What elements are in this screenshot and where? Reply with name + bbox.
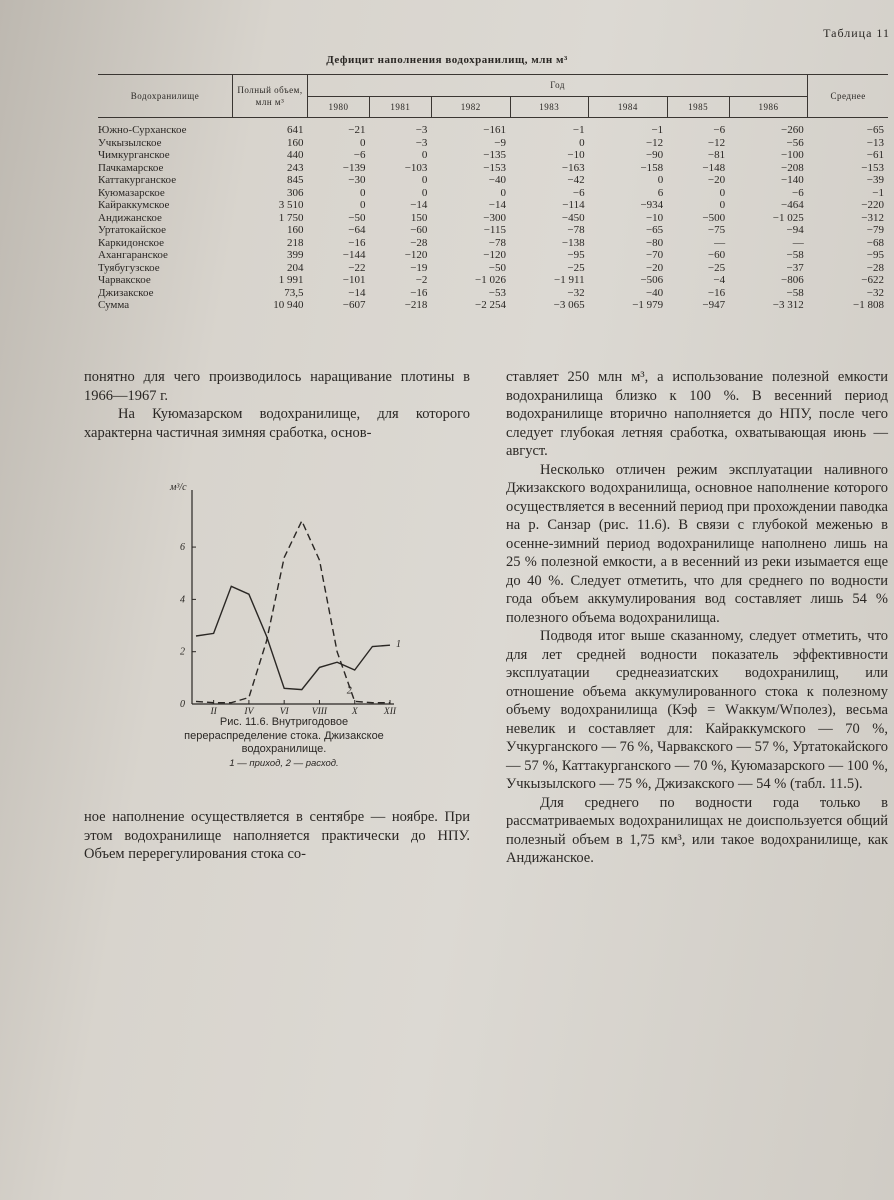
x-tick-label: IV bbox=[244, 707, 254, 714]
cell-volume: 204 bbox=[287, 261, 304, 274]
cell-value: −50 bbox=[488, 261, 506, 274]
table-row bbox=[98, 299, 888, 312]
cell-volume: 243 bbox=[287, 161, 304, 174]
cell-value: −37 bbox=[786, 261, 804, 274]
right-paragraph-1: ставляет 250 млн м³, а использование полезной емкости водохранилища близко к 100 %. В весенний период водохранилище вторично наполняется до НПУ, после чего следует глубокая летняя сработка, охватывающая июнь — август. bbox=[506, 369, 888, 459]
cell-value: 150 bbox=[410, 211, 428, 224]
cell-value: −1 025 bbox=[772, 211, 804, 224]
cell-value: −10 bbox=[645, 211, 664, 224]
cell-value: −3 bbox=[415, 124, 428, 136]
cell-name: Джизакское bbox=[98, 286, 154, 299]
cell-value: −75 bbox=[707, 224, 726, 236]
cell-value: −6 bbox=[353, 149, 366, 161]
cell-value: −139 bbox=[342, 161, 366, 174]
cell-value: −78 bbox=[567, 224, 585, 236]
cell-name: Пачкамарское bbox=[98, 161, 164, 174]
right-column bbox=[506, 368, 888, 868]
cell-mean: −622 bbox=[861, 274, 884, 286]
cell-value: −20 bbox=[645, 261, 664, 274]
table-row bbox=[98, 137, 888, 150]
cell-value: −58 bbox=[786, 249, 804, 261]
cell-volume: 160 bbox=[287, 136, 304, 149]
cell-value: −56 bbox=[786, 136, 804, 149]
cell-mean: −312 bbox=[861, 211, 884, 224]
cell-mean: −65 bbox=[866, 124, 884, 136]
cell-name: Чарвакское bbox=[98, 274, 151, 286]
cell-value: −58 bbox=[786, 286, 804, 299]
cell-value: −3 bbox=[415, 136, 428, 149]
table-row bbox=[98, 287, 888, 300]
cell-volume: 1 750 bbox=[278, 211, 304, 224]
cell-value: −22 bbox=[348, 261, 366, 274]
cell-value: −32 bbox=[567, 286, 585, 299]
cell-value: −144 bbox=[342, 249, 366, 261]
cell-value: 6 bbox=[657, 186, 664, 199]
cell-value: −138 bbox=[561, 236, 585, 249]
cell-volume: 1 991 bbox=[278, 274, 304, 286]
cell-value: 0 bbox=[359, 136, 366, 149]
cell-mean: −1 bbox=[872, 186, 884, 199]
cell-value: −70 bbox=[645, 249, 664, 261]
cell-value: 0 bbox=[657, 174, 664, 186]
y-tick-label: 0 bbox=[180, 699, 185, 710]
cell-mean: −61 bbox=[866, 149, 884, 161]
cell-value: −16 bbox=[410, 286, 428, 299]
cell-name: Андижанское bbox=[98, 211, 162, 224]
cell-value: −30 bbox=[348, 174, 366, 186]
cell-value: −4 bbox=[713, 274, 726, 286]
table-row bbox=[98, 118, 888, 137]
table-row bbox=[98, 249, 888, 262]
right-paragraph-4: Для среднего по водности года только в рассматриваемых водохранилищах не доиспользуется общий полезный объем в 1,75 км³, или такое водохранилище, как Андижанское. bbox=[506, 794, 888, 866]
cell-value: 0 bbox=[421, 149, 428, 161]
cell-volume: 641 bbox=[287, 124, 304, 136]
right-paragraph-3: Подводя итог выше сказанному, следует отметить, что для лет средней водности показатель эффективности эксплуатации среднеазиатских водохранилищ, или отношение объема аккумулированного стока к полезному объему водохранилища (Кэф = Wаккум/Wполез), весьма невелик и составляет для: Кайраккумского — 70 %, Учкурганского — 76 %, Чарвакского — 57 %, Уртатокайского — 57 %, Каттакурганского — 70 %, Куюмазарского — 100 %, Учкызылского — 75 %, Джизакского — 54 % (табл. 11.5). bbox=[506, 628, 888, 792]
cell-mean: −95 bbox=[866, 249, 884, 261]
cell-name: Учкызылское bbox=[98, 136, 162, 149]
cell-value: −14 bbox=[410, 199, 428, 211]
cell-name: Уртатокайское bbox=[98, 224, 167, 236]
cell-value: −500 bbox=[702, 211, 726, 224]
cell-mean: −79 bbox=[866, 224, 884, 236]
cell-value: −1 bbox=[572, 124, 585, 136]
right-paragraph-2: Несколько отличен режим эксплуатации наливного Джизакского водохранилища, основное наполнение которого осуществляется в весенний период при прохождении паводка на р. Санзар (рис. 11.6). В связи с глубокой меженью в осенне-зимний период водохранилище наполнено лишь на 25 % полезной емкости, а в весенний из реки изымается еще до 40 %. Следует отметить, что для среднего по водности года объем аккумулирования вод составляет лишь 54 % полезного объема водохранилища. bbox=[506, 461, 888, 626]
cell-name: Ахангаранское bbox=[98, 249, 168, 261]
y-tick-label: 2 bbox=[180, 646, 185, 658]
cell-value: 0 bbox=[359, 186, 366, 199]
cell-value: −506 bbox=[640, 274, 664, 286]
cell-value: −158 bbox=[640, 161, 664, 174]
header-year-1981: 1981 bbox=[369, 96, 431, 118]
cell-name: Чимкурганское bbox=[98, 149, 170, 161]
cell-volume: 306 bbox=[287, 186, 304, 199]
cell-value: −1 026 bbox=[475, 274, 506, 286]
cell-value: −208 bbox=[781, 161, 804, 174]
cell-name: Сумма bbox=[98, 299, 130, 311]
cell-value: 0 bbox=[421, 174, 428, 186]
cell-value: −120 bbox=[404, 249, 428, 261]
cell-value: −25 bbox=[567, 261, 585, 274]
header-reservoir: Водохранилище bbox=[98, 75, 233, 118]
cell-value: −100 bbox=[781, 149, 804, 161]
figure-caption-block bbox=[168, 716, 400, 770]
header-mean: Среднее bbox=[808, 75, 888, 118]
cell-value: −53 bbox=[488, 286, 506, 299]
left-column-top bbox=[84, 368, 470, 442]
cell-value: −218 bbox=[404, 299, 428, 311]
cell-value: −3 312 bbox=[772, 299, 804, 311]
x-tick-label: VI bbox=[279, 707, 289, 714]
table-title: Дефицит наполнения водохранилищ, млн м³ bbox=[326, 54, 568, 66]
cell-value: −114 bbox=[562, 199, 585, 211]
x-tick-label: XII bbox=[383, 707, 397, 714]
deficit-table bbox=[98, 74, 888, 312]
curve-label-2: 2 bbox=[346, 685, 352, 697]
cell-value: 0 bbox=[359, 199, 366, 211]
header-year-1983: 1983 bbox=[510, 96, 589, 118]
cell-value: −607 bbox=[342, 299, 366, 311]
cell-volume: 845 bbox=[287, 174, 304, 186]
cell-name: Туябугузское bbox=[98, 261, 160, 274]
cell-value: −81 bbox=[707, 149, 726, 161]
cell-mean: −39 bbox=[866, 174, 884, 186]
series-line-1 bbox=[196, 586, 390, 689]
x-tick-label: X bbox=[351, 707, 358, 714]
cell-volume: 3 510 bbox=[278, 199, 304, 211]
cell-value: −9 bbox=[494, 136, 506, 149]
curve-label-1: 1 bbox=[396, 639, 401, 651]
left-column-bottom bbox=[84, 808, 470, 864]
table-row bbox=[98, 199, 888, 212]
cell-value: −40 bbox=[488, 174, 506, 186]
cell-value: −80 bbox=[645, 236, 664, 249]
cell-volume: 160 bbox=[287, 224, 304, 236]
table-row bbox=[98, 174, 888, 187]
cell-value: −16 bbox=[348, 236, 366, 249]
cell-value: −12 bbox=[645, 136, 664, 149]
runoff-chart bbox=[168, 478, 408, 714]
table-row bbox=[98, 149, 888, 162]
cell-mean: −153 bbox=[861, 161, 884, 174]
cell-value: −65 bbox=[645, 224, 664, 236]
header-year: Год bbox=[308, 75, 808, 97]
cell-value: −20 bbox=[707, 174, 726, 186]
header-year-1982: 1982 bbox=[431, 96, 510, 118]
cell-mean: −68 bbox=[866, 236, 884, 249]
cell-value: −6 bbox=[792, 186, 804, 199]
left-paragraph-3: ное наполнение осуществляется в сентябре — ноябре. При этом водохранилище наполняется практически до НПУ. Объем перерегулирования стока со- bbox=[84, 809, 470, 862]
cell-value: −19 bbox=[410, 261, 428, 274]
cell-value: −21 bbox=[348, 124, 366, 136]
cell-value: −260 bbox=[781, 124, 804, 136]
cell-value: 0 bbox=[579, 136, 585, 149]
cell-value: −60 bbox=[410, 224, 428, 236]
cell-mean: −28 bbox=[866, 261, 884, 274]
cell-volume: 440 bbox=[287, 149, 304, 161]
cell-value: −1 979 bbox=[632, 299, 664, 311]
cell-value: −161 bbox=[483, 124, 506, 136]
cell-value: −2 bbox=[415, 274, 428, 286]
table-body bbox=[98, 118, 888, 312]
cell-value: −40 bbox=[645, 286, 664, 299]
cell-value: −3 065 bbox=[553, 299, 585, 311]
cell-mean: −13 bbox=[866, 136, 884, 149]
header-volume: Полный объем, млн м³ bbox=[233, 75, 308, 118]
cell-value: — bbox=[714, 236, 726, 249]
header-year-1980: 1980 bbox=[308, 96, 370, 118]
cell-value: −64 bbox=[348, 224, 366, 236]
cell-value: −14 bbox=[488, 199, 506, 211]
table-row bbox=[98, 224, 888, 237]
cell-volume: 218 bbox=[287, 236, 304, 249]
cell-value: −101 bbox=[342, 274, 366, 286]
cell-value: −25 bbox=[707, 261, 726, 274]
x-tick-label: VIII bbox=[311, 707, 328, 714]
x-tick-label: II bbox=[210, 707, 217, 714]
table-row bbox=[98, 274, 888, 287]
cell-volume: 73,5 bbox=[284, 286, 304, 299]
cell-value: −50 bbox=[348, 211, 366, 224]
cell-value: −28 bbox=[410, 236, 428, 249]
cell-volume: 399 bbox=[287, 249, 304, 261]
cell-value: −1 bbox=[651, 124, 664, 136]
cell-mean: −220 bbox=[861, 199, 884, 211]
figure-legend: 1 — приход, 2 — расход. bbox=[229, 757, 339, 769]
cell-value: −1 911 bbox=[554, 274, 585, 286]
cell-value: −42 bbox=[567, 174, 585, 186]
header-year-1986: 1986 bbox=[729, 96, 808, 118]
cell-value: −140 bbox=[781, 174, 804, 186]
cell-value: −10 bbox=[567, 149, 585, 161]
cell-name: Южно-Сурханское bbox=[98, 124, 187, 136]
left-paragraph-2: На Куюмазарском водохранилище, для которого характерна частичная зимняя сработка, основ- bbox=[84, 406, 470, 441]
cell-value: −60 bbox=[707, 249, 726, 261]
series-line-2 bbox=[196, 521, 390, 703]
table-row bbox=[98, 262, 888, 275]
table-number: Таблица 11 bbox=[823, 26, 890, 40]
cell-value: 0 bbox=[421, 186, 428, 199]
cell-value: −300 bbox=[483, 211, 506, 224]
cell-name: Каркидонское bbox=[98, 236, 164, 249]
table-row bbox=[98, 237, 888, 250]
cell-value: −103 bbox=[404, 161, 428, 174]
cell-value: −450 bbox=[561, 211, 585, 224]
cell-value: −16 bbox=[707, 286, 726, 299]
cell-value: −464 bbox=[781, 199, 804, 211]
cell-value: −934 bbox=[640, 199, 664, 211]
cell-value: −12 bbox=[707, 136, 726, 149]
cell-value: −153 bbox=[483, 161, 506, 174]
cell-value: — bbox=[792, 236, 804, 249]
cell-mean: −1 808 bbox=[853, 299, 884, 311]
cell-mean: −32 bbox=[866, 286, 884, 299]
cell-value: −6 bbox=[713, 124, 726, 136]
table-row bbox=[98, 187, 888, 200]
cell-value: 0 bbox=[719, 199, 726, 211]
table-row bbox=[98, 162, 888, 175]
cell-name: Кайраккумское bbox=[98, 199, 170, 211]
cell-value: 0 bbox=[719, 186, 726, 199]
header-year-1984: 1984 bbox=[589, 96, 668, 118]
cell-name: Куюмазарское bbox=[98, 186, 165, 199]
cell-value: −94 bbox=[786, 224, 804, 236]
cell-value: −148 bbox=[702, 161, 726, 174]
cell-value: −115 bbox=[483, 224, 506, 236]
y-tick-label: 4 bbox=[180, 594, 185, 606]
cell-value: −2 254 bbox=[475, 299, 506, 311]
table-row bbox=[98, 212, 888, 225]
cell-volume: 10 940 bbox=[273, 299, 304, 311]
left-paragraph-1: понятно для чего производилось наращивание плотины в 1966—1967 г. bbox=[84, 369, 470, 404]
cell-value: −95 bbox=[567, 249, 585, 261]
cell-value: −78 bbox=[488, 236, 506, 249]
cell-value: −135 bbox=[483, 149, 506, 161]
cell-value: −947 bbox=[702, 299, 726, 311]
figure-caption: Рис. 11.6. Внутригодовое перераспределение стока. Джизакское водохранилище. bbox=[184, 716, 384, 755]
cell-value: −806 bbox=[781, 274, 804, 286]
cell-name: Каттакурганское bbox=[98, 174, 177, 186]
y-unit-label: м³/с bbox=[170, 482, 187, 493]
cell-value: −14 bbox=[348, 286, 366, 299]
header-year-1985: 1985 bbox=[667, 96, 729, 118]
y-tick-label: 6 bbox=[180, 542, 185, 554]
cell-value: −163 bbox=[561, 161, 585, 174]
cell-value: −6 bbox=[572, 186, 585, 199]
cell-value: −90 bbox=[645, 149, 664, 161]
cell-value: −120 bbox=[483, 249, 506, 261]
cell-value: 0 bbox=[500, 186, 506, 199]
